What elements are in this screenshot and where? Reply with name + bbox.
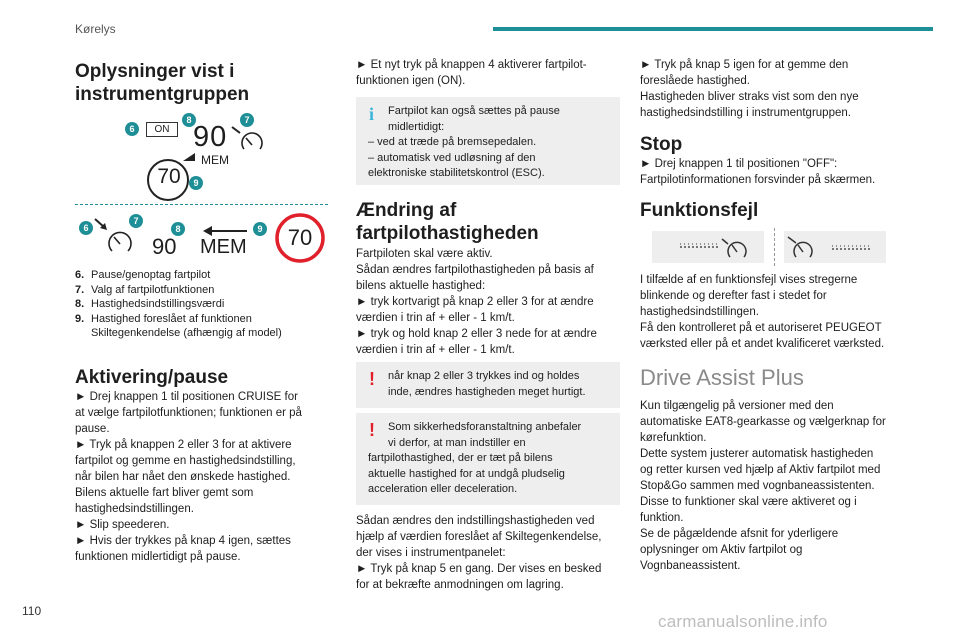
header-accent-bar — [493, 27, 933, 31]
warning-note-2: ! Som sikkerhedsforanstaltning anbefaler vi derfor, at man indstiller en fartpilothastighed, der er tæt på bilens aktuelle hastighed for at undgå pludselig acceleration eller deceleration. — [356, 413, 620, 505]
page-number: 110 — [22, 604, 42, 618]
change-speed-text: Fartpiloten skal være aktiv. Sådan ændres fartpilothastigheden på basis af bilens aktuelle hastighed: ► tryk kortvarigt på knap 2 eller 3 for at ændre værdien i trin af + eller - 1 km/t. ► tryk og hold knap 2 eller 3 nede for at ændre værdien i trin af + eller - 1 km/t. — [356, 248, 597, 356]
legend-item: 9. Hastighed foreslået af funktionen — [75, 312, 252, 325]
fault-divider — [774, 228, 775, 266]
section-heading-change-speed: Ændring af fartpilothastigheden — [356, 200, 539, 244]
callout-badge-7: 7 — [240, 113, 254, 127]
on-indicator: ON — [146, 122, 178, 137]
watermark: carmanualsonline.info — [658, 612, 828, 631]
fault-display-1 — [652, 231, 764, 263]
set-speed-value: 90 — [152, 234, 177, 259]
warning-icon: ! — [369, 369, 375, 389]
legend-item: 7. Valg af fartpilotfunktionen — [75, 283, 215, 296]
warning-icon: ! — [369, 420, 375, 440]
info-icon: i — [369, 104, 375, 124]
section-heading-drive-assist: Drive Assist Plus — [640, 365, 804, 390]
mem-label: MEM — [200, 236, 247, 258]
fault-display-2 — [784, 231, 886, 263]
section-heading-stop: Stop — [640, 134, 683, 155]
instrument-figure-1 — [125, 113, 315, 203]
cruise-gauge-icon — [105, 225, 135, 255]
callout-badge-9: 9 — [189, 176, 203, 190]
drive-assist-text: Kun tilgængelig på versioner med den automatiske EAT8-gearkasse og vælgerknap for kørefunktion. Dette system justerer automatisk hastigheden og retter kursen ved hjælp af Aktiv fartpilot med Stop&Go sammen med vognbaneassistenten. Disse to funktioner skal være aktiveret og i funktion. Se de pågældende afsnit for yderligere oplysninger om Aktiv fartpilot og Vognbaneassistent. — [640, 400, 886, 572]
save-speed-text: ► Tryk på knap 5 igen for at gemme den foreslåede hastighed. Hastigheden bliver straks vist som den nye hastighedsindstilling i instrumentgruppen. — [640, 59, 859, 119]
legend-list — [75, 268, 320, 341]
suggested-speed-value: 70 — [287, 225, 313, 250]
running-header: Kørelys — [75, 22, 116, 36]
dashed-speed-gauge-icon — [652, 231, 764, 263]
legend-item: 8. Hastighedsindstillingsværdi — [75, 298, 225, 310]
callout-badge-8: 8 — [171, 222, 185, 236]
fault-text: I tilfælde af en funktionsfejl vises stregerne blinkende og derefter fast i stedet for hastighedsindstillingen. Få den kontrolleret på et autoriseret PEUGEOT værksted eller på et andet kvalificeret værksted. — [640, 274, 885, 350]
callout-badge-6: 6 — [79, 221, 93, 235]
set-speed-value: 90 — [193, 121, 228, 153]
suggested-speed-text: Sådan ændres den indstillingshastigheden ved hjælp af værdien foreslået af Skiltegenkendelse, der vises i instrumentpanelet: ► Tryk på knap 5 en gang. Der vises en besked for at bekræfte anmodningen om lagring. — [356, 515, 602, 591]
callout-badge-8: 8 — [182, 113, 196, 127]
stop-text: ► Drej knappen 1 til positionen "OFF": Fartpilotinformationen forsvinder på skærmen. — [640, 158, 876, 186]
warning-note-1: ! når knap 2 eller 3 trykkes ind og holdes inde, ændres hastigheden meget hurtigt. — [356, 362, 620, 408]
info-note: i Fartpilot kan også sættes på pause midlertidigt: – ved at træde på bremsepedalen. – automatisk ved udløsning af den elektroniske stabilitetskontrol (ESC). — [356, 97, 620, 185]
legend-item-continued: Skiltegenkendelse (afhængig af model) — [91, 327, 282, 339]
activation-text: ► Drej knappen 1 til positionen CRUISE for at vælge fartpilotfunktionen; funktionen er på pause. ► Tryk på knappen 2 eller 3 for at aktivere fartpilot og gemme en hastighedsindstilling, når bilen har nået den ønskede hastighed. Bilens aktuelle fart bliver gemt som hastighedsindstillingen. ► Slip speederen. ► Hvis der trykkes på knap 4 igen, sættes funktionen midlertidigt på pause. — [75, 391, 302, 563]
callout-badge-9: 9 — [253, 222, 267, 236]
legend-item: 6. Pause/genoptag fartpilot — [75, 269, 211, 281]
callout-badge-7: 7 — [129, 214, 143, 228]
reactivate-text: ► Et nyt tryk på knappen 4 aktiverer fartpilot- funktionen igen (ON). — [356, 59, 587, 87]
mem-label: MEM — [201, 153, 229, 167]
callout-badge-6: 6 — [125, 122, 139, 136]
section-heading-display-info: Oplysninger vist i instrumentgruppen — [75, 61, 250, 105]
cruise-gauge-icon — [230, 125, 266, 153]
figure-divider — [75, 204, 328, 205]
section-heading-activation: Aktivering/pause — [75, 367, 229, 388]
suggested-speed-value: 70 — [157, 165, 181, 188]
section-heading-fault: Funktionsfejl — [640, 200, 759, 221]
dashed-speed-gauge-icon — [784, 231, 886, 263]
instrument-figure-2 — [75, 212, 330, 262]
